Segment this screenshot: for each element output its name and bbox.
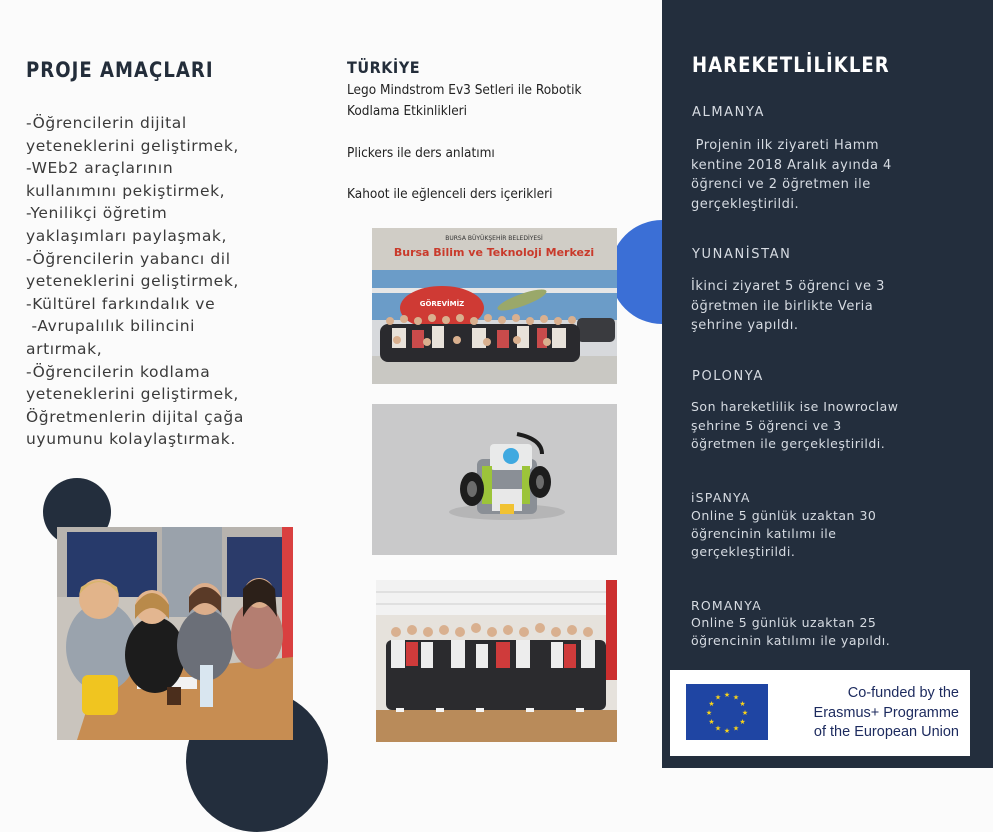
goals-list [26, 112, 276, 451]
description-line: öğretmen ile gerçekleştirildi. [691, 436, 886, 451]
description-line: şehrine yapıldı. [691, 318, 799, 334]
country-spain: iSPANYA [691, 490, 751, 505]
description-line: öğretmen ile birlikte Veria [691, 298, 874, 314]
description-line: şehrine 5 öğrenci ve 3 [691, 417, 842, 433]
goal-line: -Yenilikçi öğretim [26, 204, 168, 223]
goal-line: -Kültürel farkındalık ve [26, 294, 216, 313]
poland-description [691, 398, 898, 454]
goal-line: artırmak, [26, 339, 103, 358]
description-line: kentine 2018 Aralık ayında 4 [691, 157, 892, 173]
students-group-photo [376, 580, 617, 742]
description-line: Projenin ilk ziyareti Hamm [691, 138, 880, 153]
goal-line: uyumunu kolaylaştırmak. [26, 430, 236, 449]
goal-line: -Avrupalılık bilincini [26, 317, 196, 336]
svg-text:★: ★ [708, 700, 715, 708]
goal-line: kullanımını pekiştirmek, [26, 181, 226, 200]
goal-line: Öğretmenlerin dijital çağa [26, 407, 244, 426]
activity-plickers: Plickers ile ders anlatımı [347, 145, 495, 161]
goals-title: PROJE AMAÇLARI [26, 58, 214, 82]
svg-text:★: ★ [723, 691, 731, 699]
erasmus-line: of the European Union [813, 724, 959, 740]
description-line: öğrenci ve 2 öğretmen ile [691, 177, 871, 193]
goal-line: -Öğrencilerin dijital [26, 114, 187, 132]
goal-line: yeteneklerini geliştirmek, [26, 136, 239, 155]
romania-description [691, 614, 890, 650]
description-line: İkinci ziyaret 5 öğrenci ve 3 [691, 279, 885, 294]
turkey-title: TÜRKİYE [347, 58, 421, 77]
activity-lego-line2: Kodlama Etkinlikleri [347, 103, 468, 119]
svg-text:★: ★ [714, 693, 722, 702]
building-header-text: BURSA BÜYÜKŞEHİR BELEDİYESİ [445, 235, 543, 242]
svg-text:★: ★ [739, 718, 746, 726]
goal-line: -Öğrencilerin yabancı dil [26, 249, 231, 268]
description-line: öğrencinin katılımı ile [691, 526, 837, 541]
description-line: Son hareketlilik ise Inowroclaw [691, 399, 899, 414]
science-center-group-photo [372, 228, 617, 384]
svg-text:★: ★ [741, 709, 749, 717]
svg-text:★: ★ [739, 700, 746, 708]
goal-line: -WEb2 araçlarının [26, 159, 174, 178]
description-line: gerçekleştirildi. [691, 196, 800, 212]
svg-text:★: ★ [708, 718, 715, 726]
activity-lego-line1: Lego Mindstrom Ev3 Setleri ile Robotik [347, 82, 582, 98]
erasmus-line: Co-funded by the [847, 685, 959, 701]
svg-text:★: ★ [705, 709, 713, 717]
erasmus-line: Erasmus+ Programme [813, 704, 959, 721]
svg-text:★: ★ [732, 724, 740, 733]
lego-robot-photo [372, 404, 617, 555]
erasmus-cofunded-text [779, 684, 959, 743]
country-greece: YUNANİSTAN [692, 247, 792, 262]
goal-line: -Öğrencilerin kodlama [26, 362, 211, 381]
dome-text: GÖREVİMİZ [419, 300, 465, 308]
description-line: gerçekleştirildi. [691, 544, 796, 559]
svg-text:★: ★ [723, 727, 731, 735]
country-poland: POLONYA [692, 369, 764, 384]
svg-text:★: ★ [732, 693, 740, 702]
description-line: Online 5 günlük uzaktan 25 [691, 615, 877, 630]
country-germany: ALMANYA [692, 105, 765, 120]
mobility-title: HAREKETLİLİKLER [692, 53, 890, 77]
goal-line: yeteneklerini geliştirmek, [26, 272, 239, 291]
building-banner-text: Bursa Bilim ve Teknoloji Merkezi [393, 246, 595, 259]
eu-flag-icon [686, 684, 768, 740]
greece-description [691, 277, 885, 336]
germany-description [691, 136, 892, 214]
spain-description [691, 507, 876, 561]
description-line: öğrencinin katılımı ile yapıldı. [691, 633, 891, 648]
goal-line: yeteneklerini geliştirmek, [26, 385, 239, 404]
svg-text:★: ★ [714, 724, 722, 733]
goal-line: yaklaşımları paylaşmak, [26, 226, 228, 245]
teachers-meeting-photo [57, 527, 293, 740]
description-line: Online 5 günlük uzaktan 30 [691, 508, 877, 523]
country-romania: ROMANYA [691, 598, 762, 613]
activity-kahoot: Kahoot ile eğlenceli ders içerikleri [347, 186, 553, 202]
